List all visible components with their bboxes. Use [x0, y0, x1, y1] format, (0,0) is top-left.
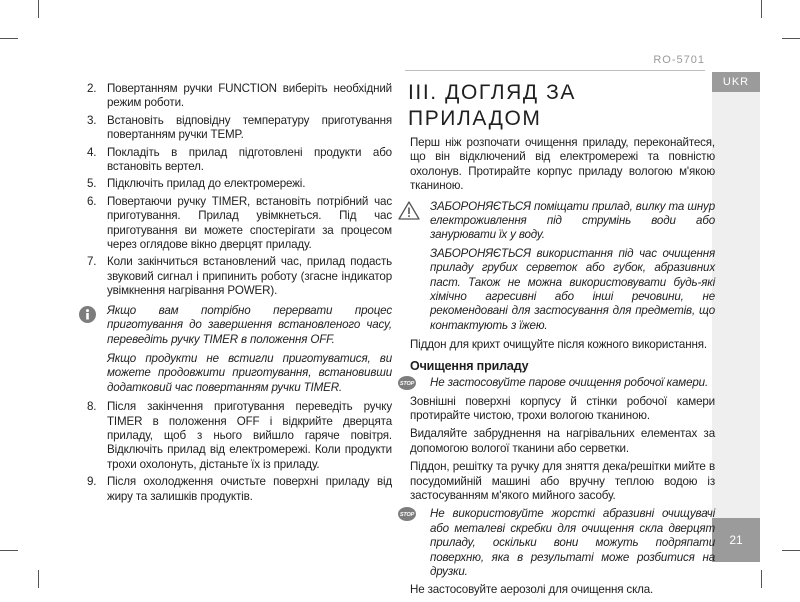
right-column — [399, 80, 715, 602]
paragraph: Зовнішні поверхні корпусу й стінки робочої камери протирайте чистою, трохи вологою тканиною. — [410, 394, 715, 422]
section-title: III. ДОГЛЯД ЗА ПРИЛАДОМ — [408, 81, 577, 130]
crop-mark — [0, 38, 18, 39]
crop-mark — [761, 0, 762, 18]
svg-text:STOP: STOP — [399, 381, 415, 388]
list-item: 6. Повертаючи ручку TIMER, встановіть потрібний час приготування. Прилад увімкнеться. Під час приготування ви можете спостерігати за процесом через оглядове вікно дверцят приладу. — [87, 194, 392, 252]
paragraph: Піддон, решітку та ручку для зняття дека/решітки мийте в посудомийній машині або вручну теплою водою із застосуванням м'якого мийного засобу. — [410, 460, 715, 502]
info-note-continued: Якщо продукти не встигли приготуватися, ви можете продовжити приготування, встановивши додатковий час повертанням ручки TIMER. — [107, 351, 392, 394]
crop-mark — [38, 570, 39, 588]
warning-note: ЗАБОРОНЯЄТЬСЯ поміщати прилад, вилку та шнур електроживлення під струмінь води або занурювати їх у воду. — [410, 200, 715, 243]
list-item: 7. Коли закінчиться встановлений час, прилад подасть звуковий сигнал і припинить роботу (згасне індикатор увімкнення нагрівання POWER). — [87, 255, 392, 298]
page-number: 21 — [712, 518, 760, 562]
crop-mark — [38, 0, 39, 18]
info-icon — [79, 306, 96, 327]
stop-note: STOP Не застосовуйте парове очищення робочої камери. — [410, 376, 715, 390]
stop-icon — [398, 507, 416, 525]
warning-icon — [398, 201, 420, 224]
list-item: 9. Після охолодження очистьте поверхні приладу від жиру та залишків продуктів. — [87, 475, 392, 503]
paragraph: Видаляйте забруднення на нагрівальних елементах за допомогою вологої тканини або серветки. — [410, 427, 715, 455]
paragraph: Не застосовуйте аерозолі для очищення скла. — [410, 583, 654, 597]
crop-mark — [0, 550, 18, 551]
list-item: 3. Встановіть відповідну температуру приготування повертанням ручки TEMP. — [87, 113, 392, 142]
list-item: 5. Підключіть прилад до електромережі. — [87, 177, 306, 191]
stop-note: STOP Не використовуйте жорсткі абразивні очищувачі або металеві скребки для очищення скла дверцят приладу, оскільки вони можуть подряпати поверхню, яка в результаті може розбитися на друзки. — [399, 507, 715, 578]
svg-text:STOP: STOP — [399, 512, 415, 519]
crop-mark — [761, 570, 762, 588]
model-number: RO-5701 — [653, 54, 705, 66]
list-item: 4. Покладіть в прилад підготовлені продукти або встановіть вертел. — [87, 145, 392, 174]
list-item: 2. Повертанням ручки FUNCTION виберіть необхідний режим роботи. — [87, 82, 392, 110]
language-tab: UKR — [712, 72, 760, 92]
list-item: 8. Після закінчення приготування переведіть ручку TIMER в положення OFF і відкрийте дверцята приладу, щоб з нього вийшло гаряче повітря. Відключіть прилад від електромережі. Коли продукти трохи охолонуть, дістаньте їх із приладу. — [87, 400, 392, 471]
header-rule — [405, 70, 705, 71]
info-note: Якщо вам потрібно перервати процес приготування до завершення встановленого часу, переведіть ручку TIMER в положення OFF. — [87, 304, 392, 347]
side-tab — [712, 92, 760, 518]
crop-mark — [782, 550, 800, 551]
stop-icon — [398, 376, 416, 394]
warning-note-continued: ЗАБОРОНЯЄТЬСЯ використання під час очищення приладу грубих серветок або губок, абразивних паст. Також не можна використовувати будь-які хімічно агресивні або інші речовини, не рекомендовані для застосування для предметів, що контактують з їжею. — [430, 246, 715, 332]
crop-mark — [782, 38, 800, 39]
crumbs-paragraph: Піддон для крихт очищуйте після кожного використання. — [410, 338, 707, 352]
left-column — [87, 82, 392, 507]
intro-paragraph: Перш ніж розпочати очищення приладу, переконайтеся, що він відключений від електромережі та повністю охолонув. Протирайте корпус приладу вологою м'якою тканиною. — [410, 136, 715, 193]
cleaning-subtitle: Очищення приладу — [410, 358, 529, 373]
